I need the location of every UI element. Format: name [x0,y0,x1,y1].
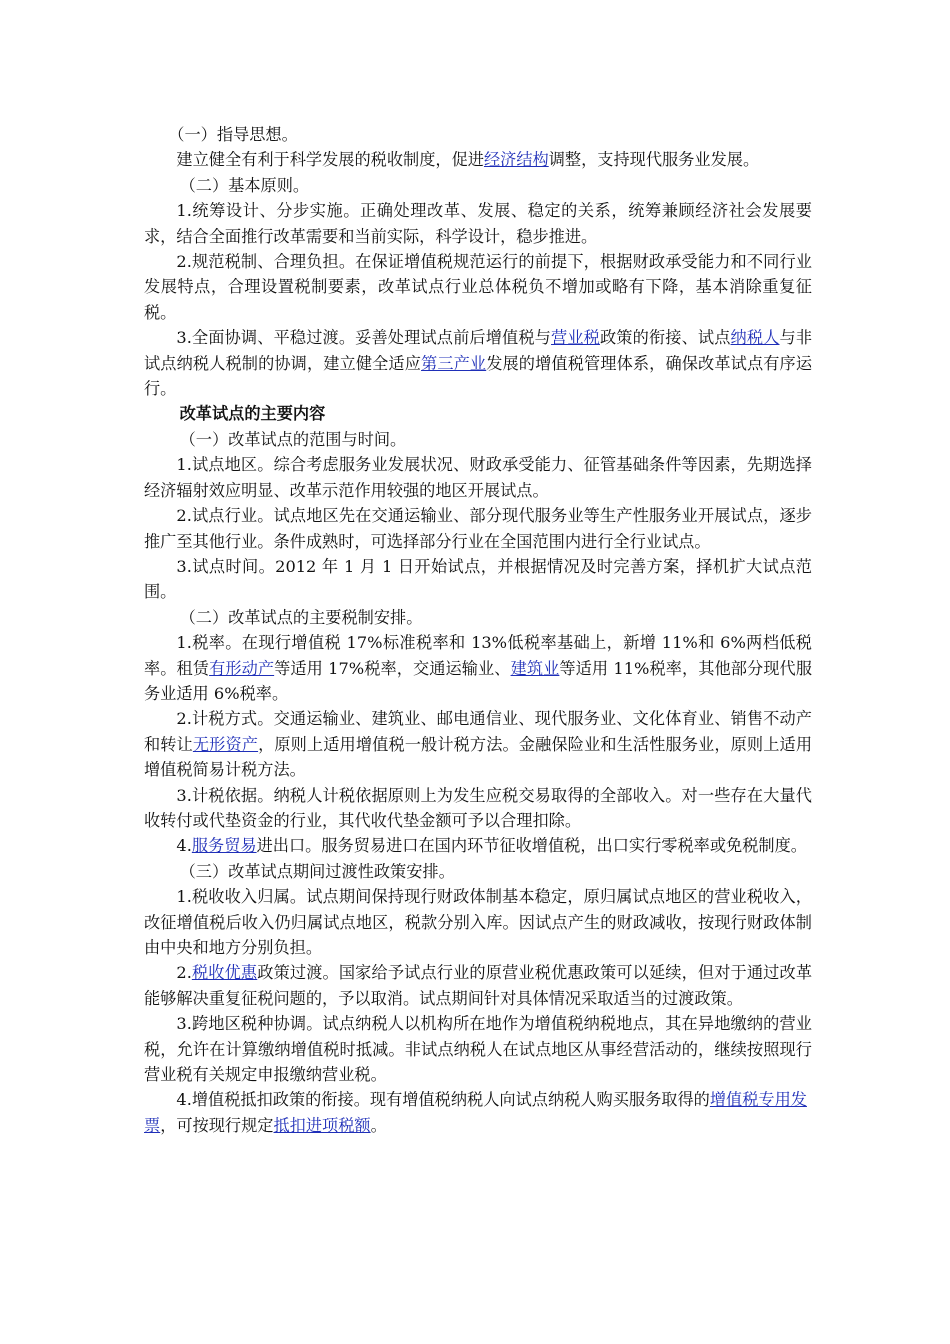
paragraph: 3.试点时间。2012 年 1 月 1 日开始试点，并根据情况及时完善方案，择机扩大试点范围。 [144,556,812,602]
document-body [144,122,812,1138]
link-trade-in-services[interactable]: 服务贸易 [191,836,257,856]
paragraph: 2.税收优惠政策过渡。国家给予试点行业的原营业税优惠政策可以延续，但对于通过改革能够解决重复征税问题的，予以取消。试点期间针对具体情况采取适当的过渡政策。 [144,963,813,1008]
section-heading: （三）改革试点期间过渡性政策安排。 [179,861,455,881]
link-tangible-movables[interactable]: 有形动产 [209,658,275,678]
paragraph: 1.税率。在现行增值税 17%标准税率和 13%低税率基础上，新增 11%和 6%两档低税率。租赁有形动产等适用 17%税率，交通运输业、建筑业等适用 11%税率，其他部分现代服务业适用 6%税率。 [144,633,813,703]
paragraph: 4.服务贸易进出口。服务贸易进口在国内环节征收增值税，出口实行零税率或免税制度。 [176,836,807,856]
paragraph: 2.计税方式。交通运输业、建筑业、邮电通信业、现代服务业、文化体育业、销售不动产和转让无形资产，原则上适用增值税一般计税方法。金融保险业和生活性服务业，原则上适用增值税简易计税方法。 [144,709,813,780]
section-title: 改革试点的主要内容 [179,404,326,424]
paragraph: 3.计税依据。纳税人计税依据原则上为发生应税交易取得的全部收入。对一些存在大量代收转付或代垫资金的行业，其代收代垫金额可予以合理扣除。 [144,785,812,830]
section-heading: （二）基本原则。 [179,175,310,195]
paragraph: 2.规范税制、合理负担。在保证增值税规范运行的前提下，根据财政承受能力和不同行业发展特点，合理设置税制要素，改革试点行业总体税负不增加或略有下降，基本消除重复征税。 [144,252,812,322]
link-taxpayer[interactable]: 纳税人 [730,328,780,348]
section-heading: （一）指导思想。 [168,125,298,144]
paragraph: 1.统筹设计、分步实施。正确处理改革、发展、稳定的关系，统筹兼顾经济社会发展要求，结合全面推行改革需要和当前实际，科学设计，稳步推进。 [144,201,812,246]
link-business-tax[interactable]: 营业税 [551,328,600,348]
paragraph: 4.增值税抵扣政策的衔接。现有增值税纳税人向试点纳税人购买服务取得的增值税专用发票，可按现行规定抵扣进项税额。 [144,1090,807,1135]
link-economic-structure[interactable]: 经济结构 [483,150,549,170]
link-input-tax-deduction[interactable]: 抵扣进项税额 [273,1115,371,1135]
section-heading: （一）改革试点的范围与时间。 [179,429,407,449]
link-tax-incentives[interactable]: 税收优惠 [191,963,258,983]
paragraph: 3.全面协调、平稳过渡。妥善处理试点前后增值税与营业税政策的衔接、试点纳税人与非试点纳税人税制的协调，建立健全适应第三产业发展的增值税管理体系，确保改革试点有序运行。 [144,328,813,399]
paragraph: 3.跨地区税种协调。试点纳税人以机构所在地作为增值税纳税地点，其在异地缴纳的营业税，允许在计算缴纳增值税时抵减。非试点纳税人在试点地区从事经营活动的，继续按照现行营业税有关规定申报缴纳营业税。 [144,1014,812,1085]
paragraph: 2.试点行业。试点地区先在交通运输业、部分现代服务业等生产性服务业开展试点，逐步推广至其他行业。条件成熟时，可选择部分行业在全国范围内进行全行业试点。 [144,506,812,551]
link-construction-industry[interactable]: 建筑业 [510,658,560,678]
section-heading: （二）改革试点的主要税制安排。 [179,607,423,627]
link-tertiary-industry[interactable]: 第三产业 [421,353,487,373]
link-vat-special-invoice[interactable]: 增值税专用发票 [144,1090,807,1135]
paragraph: 1.税收收入归属。试点期间保持现行财政体制基本稳定，原归属试点地区的营业税收入，改征增值税后收入仍归属试点地区，税款分别入库。因试点产生的财政减收，按现行财政体制由中央和地方分别负担。 [144,887,812,957]
paragraph: 建立健全有利于科学发展的税收制度，促进经济结构调整，支持现代服务业发展。 [176,150,760,170]
paragraph: 1.试点地区。综合考虑服务业发展状况、财政承受能力、征管基础条件等因素，先期选择经济辐射效应明显、改革示范作用较强的地区开展试点。 [144,455,812,500]
link-intangible-assets[interactable]: 无形资产 [192,734,259,754]
